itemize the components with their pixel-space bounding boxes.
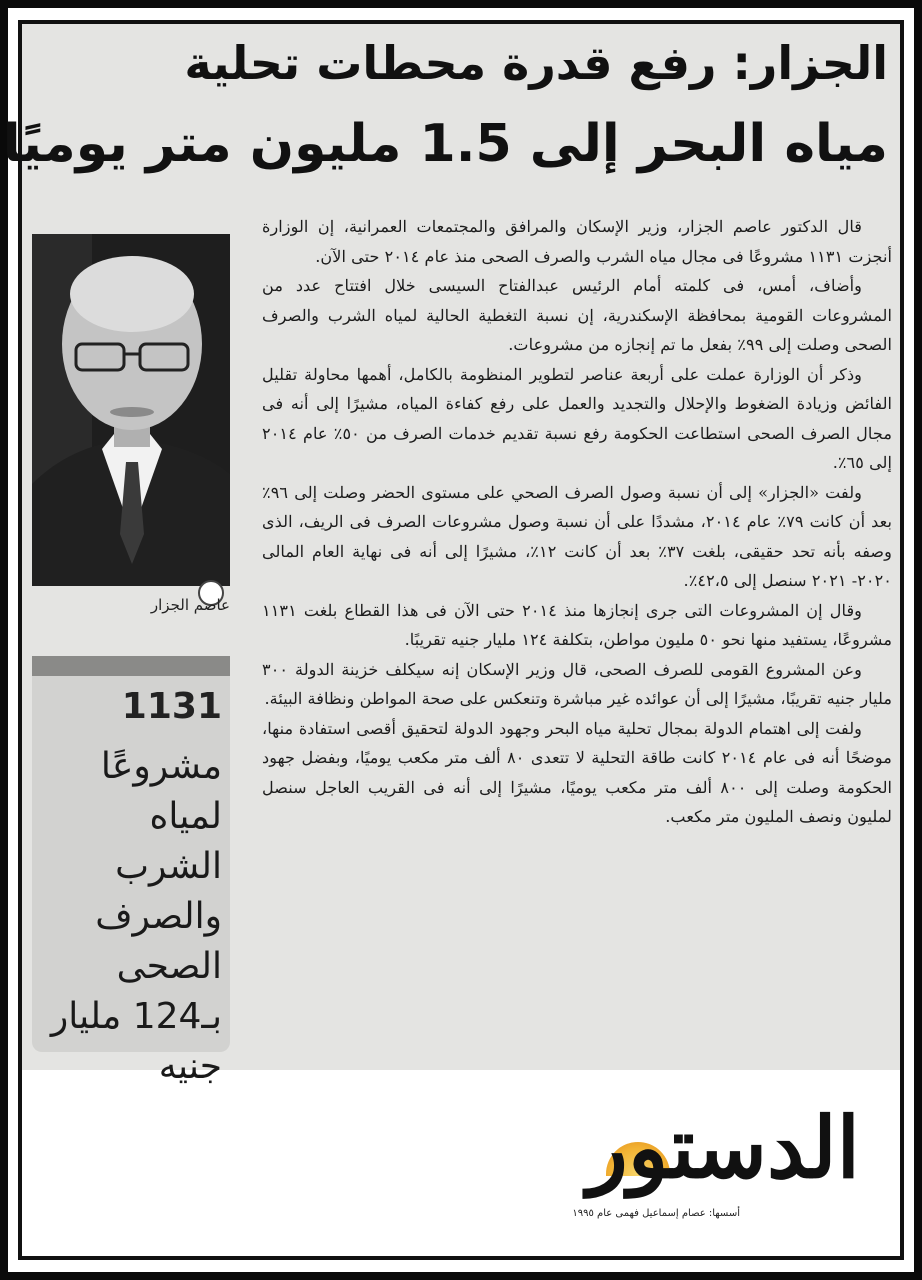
article-paragraph: وذكر أن الوزارة عملت على أربعة عناصر لتطوير المنظومة بالكامل، أهمها محاولة تقليل الفائض وزيادة الضغوط والإحلال والتجديد والعمل على رفع كفاءة المياه، مشيرًا إلى أنه فى مجال الصرف الصحى استطاعت الحكومة رفع نسبة تقديم خدمات الصرف من ٥٠٪ عام ٢٠١٤ إلى ٦٥٪.: [262, 364, 892, 472]
fact-box-number: 1131: [121, 686, 222, 727]
newspaper-logo: [470, 1090, 880, 1240]
article-paragraph: ولفت إلى اهتمام الدولة بمجال تحلية مياه البحر وجهود الدولة لتحقيق أقصى استفادة منها، موضحًا أنه فى عام ٢٠١٤ كانت طاقة التحلية لا تتعدى ٨٠ ألف متر مكعب يوميًا، وبفضل جهود الحكومة وصلت إلى ٨٠٠ ألف متر مكعب يوميًا، مشيرًا إلى أنه فى القريب العاجل سنصل لمليون ونصف المليون متر مكعب.: [262, 718, 892, 826]
portrait-illustration: [32, 234, 230, 586]
logo-tagline: أسسها: عصام إسماعيل فهمى عام ١٩٩٥: [572, 1208, 740, 1219]
article-body: [262, 212, 892, 832]
photo-caption: عاصم الجزار: [150, 596, 230, 614]
article-paragraph: قال الدكتور عاصم الجزار، وزير الإسكان والمرافق والمجتمعات العمرانية، إن الوزارة أنجزت ١١٣١ مشروعًا فى مجال مياه الشرب والصرف الصحى منذ عام ٢٠١٤ حتى الآن.: [262, 217, 892, 266]
logo-wordmark: الدستور: [587, 1098, 860, 1197]
article-paragraph: وعن المشروع القومى للصرف الصحى، قال وزير الإسكان إنه سيكلف خزينة الدولة ٣٠٠ مليار جنيه تقريبًا، مشيرًا إلى أن عوائده غير مباشرة وتنعكس على صحة المواطن ونظافة البيئة.: [262, 659, 892, 708]
fact-box-text: مشروعًا لمياه الشرب والصرف الصحى بـ124 مليار جنيه: [50, 746, 222, 1087]
headline-line-1: الجزار: رفع قدرة محطات تحلية: [184, 36, 888, 90]
fact-box: [32, 656, 230, 1087]
article-paragraph: وقال إن المشروعات التى جرى إنجازها منذ ٢٠١٤ حتى الآن فى هذا القطاع بلغت ١١٣١ مشروعًا، يستفيد منها نحو ٥٠ مليون مواطن، بتكلفة ١٢٤ مليار جنيه تقريبًا.: [262, 600, 892, 649]
article-paragraph: ولفت «الجزار» إلى أن نسبة وصول الصرف الصحي على مستوى الحضر وصلت إلى ٩٦٪ بعد أن كانت ٧٩٪ عام ٢٠١٤، مشددًا على أن نسبة وصول مشروعات الصرف فى الريف، الذى وصفه بأنه تحد حقيقى، بلغت ٣٧٪ بعد أن كانت ١٢٪، مشيرًا إلى أنه فى نهاية العام المالى ٢٠٢٠- ٢٠٢١ سنصل إلى ٤٢،٥٪.: [262, 482, 892, 590]
newspaper-clipping: [2, 24, 900, 1087]
minister-photo: [32, 234, 230, 586]
headline-line-2: مياه البحر إلى 1.5 مليون متر يوميًا: [2, 114, 888, 174]
fact-box-header-bar: [32, 656, 230, 676]
article-paragraph: وأضاف، أمس، فى كلمته أمام الرئيس عبدالفتاح السيسى خلال افتتاح عدد من المشروعات القومية بمحافظة الإسكندرية، إن نسبة التغطية الحالية لمياه الشرب والصرف الصحى وصلت إلى ٩٩٪ بفعل ما تم إنجازه من مشروعات.: [262, 276, 892, 354]
